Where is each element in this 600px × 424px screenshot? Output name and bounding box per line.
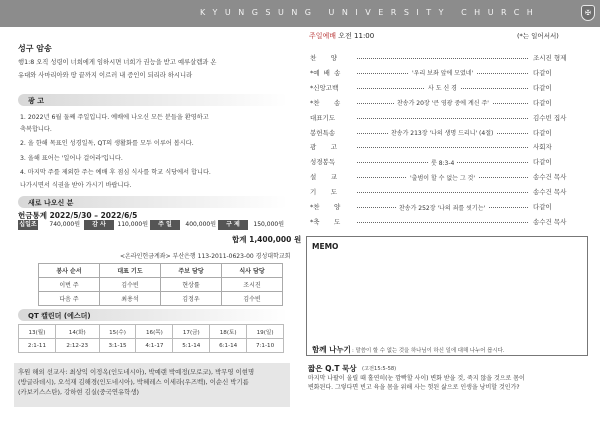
dotted-leader bbox=[357, 222, 528, 223]
order-item-person: 다같이 bbox=[533, 98, 552, 107]
qt-passage: 7:1-10 bbox=[247, 339, 284, 353]
table-cell: 김수빈 bbox=[222, 292, 283, 306]
relief-value: 150,000원 bbox=[253, 221, 284, 228]
qt-summary-title: 짧은 Q.T 묵상 bbox=[308, 364, 357, 373]
order-item-label: 성경봉독 bbox=[310, 158, 336, 167]
memo-label: MEMO bbox=[312, 242, 339, 251]
table-cell: 이번 주 bbox=[39, 278, 100, 292]
order-item-person: 송수건 목사 bbox=[533, 188, 567, 197]
share-title: 함께 나누기 bbox=[312, 345, 351, 354]
order-item-person: 조시진 형제 bbox=[533, 54, 567, 62]
missionaries-line-1: 후원 해외 선교사: 최상익 이정옥(인도네시아), 박예랜 박예정(모로코), 박무영 이현명 bbox=[18, 368, 255, 376]
notice-item: 나가시면서 식권을 받아 가시기 바랍니다. bbox=[20, 182, 132, 189]
missionaries-box bbox=[14, 363, 290, 407]
qt-passage: 2:1-11 bbox=[19, 339, 56, 353]
worship-time: 오전 11:00 bbox=[338, 32, 375, 40]
qt-day: 13(월) bbox=[19, 325, 56, 339]
qt-summary-line-1: 마지막 나팔이 울릴 때 홀연히(눈 깜빡할 사이) 변화 받을 것, 죽지 않을 것으로 몸이 bbox=[308, 375, 525, 382]
order-item-person: 김수빈 집사 bbox=[533, 113, 567, 122]
finance-title: 헌금통계 2022/5/30 – 2022/6/5 bbox=[18, 211, 138, 220]
dotted-leader bbox=[357, 58, 528, 59]
order-item-label: 대표기도 bbox=[310, 113, 336, 122]
table-cell: 현상률 bbox=[161, 278, 222, 292]
qt-passage: 3:1-15 bbox=[99, 339, 136, 353]
order-item-content: 찬송가 20장 '큰 영광 중에 계신 주' bbox=[394, 98, 492, 107]
order-item-content: 사 도 신 경 bbox=[425, 83, 460, 92]
order-item-label: 봉헌특송 bbox=[310, 128, 336, 137]
qt-calendar-table bbox=[18, 324, 284, 353]
online-account: <온라인헌금계좌> 부산은행 113-2011-0623-00 경성대학교회 bbox=[120, 253, 291, 260]
qt-calendar-heading-label: QT 캘린더 (에스더) bbox=[28, 311, 91, 320]
table-header: 주보 담당 bbox=[161, 264, 222, 278]
share-text: : 말씀이 할 수 없는 것을 하나님이 하신 일에 대해 나누어 봅시다. bbox=[352, 348, 505, 354]
thanks-value: 110,000원 bbox=[117, 221, 148, 228]
weekly-value: 400,000원 bbox=[185, 221, 216, 228]
qt-day: 15(수) bbox=[99, 325, 136, 339]
order-item-content: '우리 보좌 앞에 모였네' bbox=[409, 68, 476, 77]
notices-heading-label: 광 고 bbox=[28, 96, 44, 105]
table-row bbox=[39, 292, 283, 306]
order-item-label: 기 도 bbox=[310, 188, 338, 197]
table-cell: 김수빈 bbox=[100, 278, 161, 292]
qt-day: 19(일) bbox=[247, 325, 284, 339]
table-row bbox=[19, 339, 284, 353]
standing-note: (*는 일어서서) bbox=[517, 32, 559, 40]
order-item-content: '출범이 할 수 없는 그 것' bbox=[407, 173, 478, 182]
newcomers-heading bbox=[18, 196, 288, 208]
notice-item: 2. 올 한해 목표인 성경일독, QT의 생활화를 모두 이루어 봅시다. bbox=[20, 140, 194, 147]
thanks-label: 감 사 bbox=[84, 220, 114, 230]
memo-box bbox=[306, 236, 588, 356]
order-item-label: 찬 양 bbox=[310, 54, 338, 62]
qt-day: 18(토) bbox=[210, 325, 247, 339]
qt-summary-reference: (고전15:5-58) bbox=[362, 366, 397, 372]
table-row bbox=[39, 264, 283, 278]
verse-title: 성구 암송 bbox=[18, 44, 52, 53]
order-item-label: 광 고 bbox=[310, 143, 338, 152]
service-table bbox=[38, 263, 283, 306]
notice-item: 4. 마지막 주를 제외한 주는 예배 후 점심 식사를 학교 식당에서 합니다. bbox=[20, 169, 211, 176]
table-header: 봉사 순서 bbox=[39, 264, 100, 278]
missionaries-line-2: (방글라데시), 오석재 김해경(인도네시아), 박혜레스 이세라(우즈벡), 이순신 박기름 bbox=[18, 378, 249, 386]
qt-calendar-heading bbox=[18, 309, 288, 321]
weekly-label: 주 일 bbox=[150, 220, 180, 230]
header-bar bbox=[0, 0, 600, 27]
qt-day: 14(화) bbox=[55, 325, 99, 339]
church-crest-icon: ✠ bbox=[581, 5, 595, 21]
order-item-label: *축 도 bbox=[310, 217, 341, 226]
verse-line-1: 행1:8 오직 성령이 너희에게 임하시면 너희가 권능을 받고 예루살렘과 온 bbox=[18, 59, 217, 66]
dotted-leader bbox=[357, 192, 528, 193]
qt-day: 16(목) bbox=[136, 325, 173, 339]
notice-item: 1. 2022년 6월 둘째 주일입니다. 예배에 나오신 모든 분들을 환영하고 bbox=[20, 114, 209, 121]
dotted-leader bbox=[357, 147, 528, 148]
order-item-label: *찬 양 bbox=[310, 203, 341, 211]
finance-total: 합계 1,400,000 원 bbox=[232, 235, 302, 244]
order-item-person: 송수건 목사 bbox=[533, 217, 567, 226]
qt-passage: 4:1-17 bbox=[136, 339, 173, 353]
table-header: 식사 담당 bbox=[222, 264, 283, 278]
order-item-content: 룻 8:3-4 bbox=[428, 158, 457, 167]
order-item-person: 다같이 bbox=[533, 203, 552, 211]
order-item-person: 다같이 bbox=[533, 68, 552, 77]
order-item-label: *찬 송 bbox=[310, 98, 341, 107]
relief-label: 구 제 bbox=[218, 220, 248, 230]
qt-day: 17(금) bbox=[173, 325, 210, 339]
order-item-person: 사회자 bbox=[533, 143, 552, 152]
verse-line-2: 유대와 사마리아와 땅 끝까지 이르러 내 증인이 되리라 하시니라 bbox=[18, 72, 193, 79]
qt-passage: 2:12-23 bbox=[55, 339, 99, 353]
order-item-label: *예 배 송 bbox=[310, 68, 341, 77]
qt-summary-line-2: 변화된다. 그렇다면 빈고 육을 몸을 위해 사는 헛된 삶으로 인생을 낭비할 것인가? bbox=[308, 384, 520, 391]
order-item-person: 다같이 bbox=[533, 158, 552, 167]
notice-item: 3. 올해 표어는 '일어나 걸어라'입니다. bbox=[20, 155, 123, 162]
church-title: KYUNGSUNG UNIVERSITY CHURCH bbox=[200, 8, 541, 17]
worship-label: 주일예배 bbox=[309, 32, 337, 40]
order-item-content: 찬송가 252장 '나의 죄를 씻기는' bbox=[396, 203, 488, 212]
order-item-content: 찬송가 213장 '나의 생명 드리니' (4절) bbox=[388, 128, 496, 137]
notices-heading bbox=[18, 94, 288, 106]
order-item-label: 설 교 bbox=[310, 173, 338, 182]
qt-passage: 5:1-14 bbox=[173, 339, 210, 353]
worship-heading bbox=[309, 31, 374, 41]
tithe-label: 십일조 bbox=[19, 221, 37, 228]
table-cell: 김정우 bbox=[161, 292, 222, 306]
order-item-person: 다같이 bbox=[533, 83, 552, 92]
qt-passage: 6:1-14 bbox=[210, 339, 247, 353]
table-cell: 다음 주 bbox=[39, 292, 100, 306]
order-item-person: 송수건 목사 bbox=[533, 173, 567, 182]
dotted-leader bbox=[357, 118, 528, 119]
table-row bbox=[19, 325, 284, 339]
notice-item: 축복합니다. bbox=[20, 126, 52, 133]
order-item-label: *신앙고백 bbox=[310, 83, 339, 92]
table-cell: 조시진 bbox=[222, 278, 283, 292]
table-row bbox=[39, 278, 283, 292]
newcomers-heading-label: 새로 나오신 분 bbox=[28, 198, 74, 207]
table-cell: 최용석 bbox=[100, 292, 161, 306]
missionaries-line-3: (카보키스스탄), 강하현 김실(중국연유학생) bbox=[18, 388, 140, 396]
table-header: 대표 기도 bbox=[100, 264, 161, 278]
order-item-person: 다같이 bbox=[533, 128, 552, 137]
tithe-value: 740,000원 bbox=[49, 221, 80, 228]
